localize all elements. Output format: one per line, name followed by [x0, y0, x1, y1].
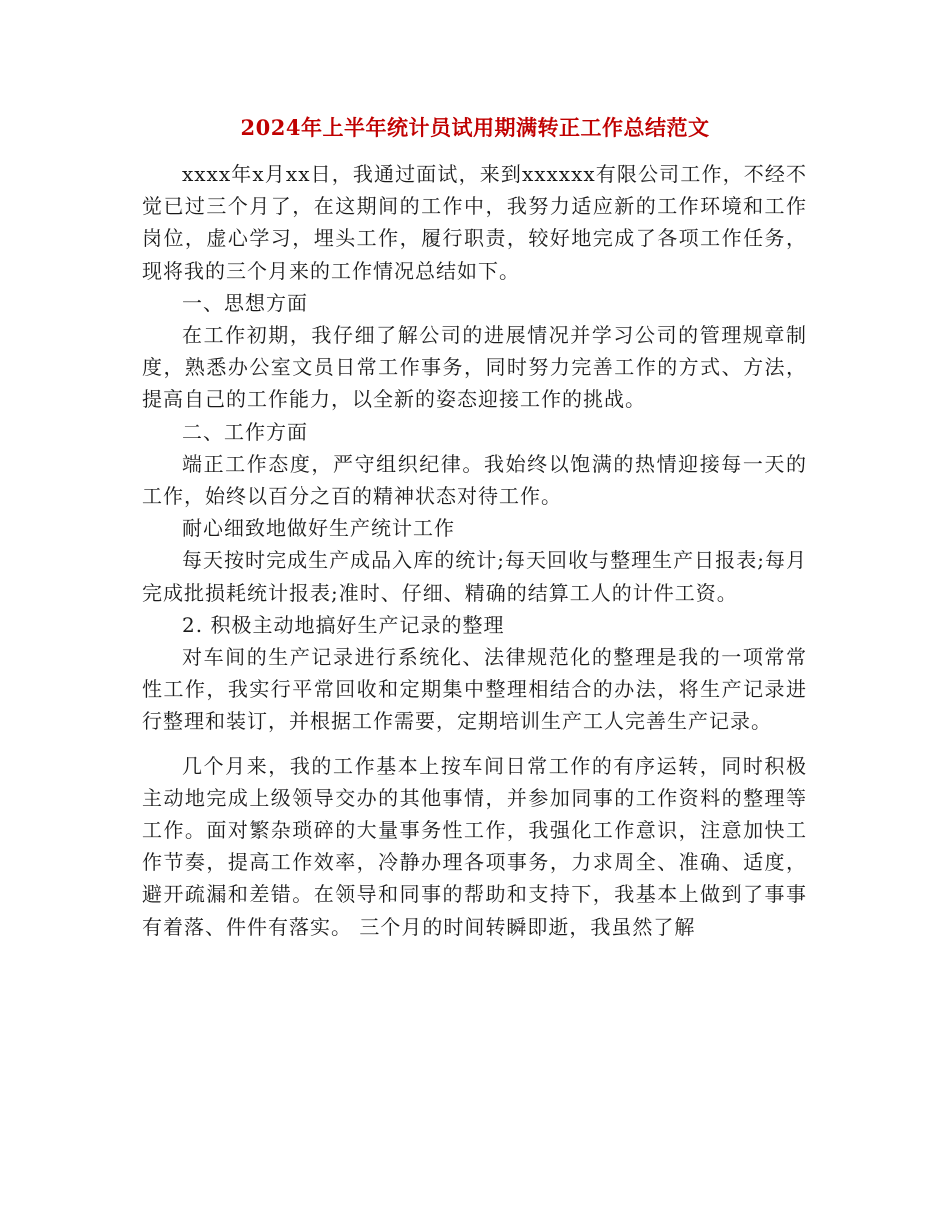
paragraph-records: 对车间的生产记录进行系统化、法律规范化的整理是我的一项常常性工作，我实行平常回收和定期集中整理相结合的办法，将生产记录进行整理和装订，并根据工作需要，定期培训生产工人完善生产记录。 — [142, 645, 807, 734]
heading-work: 二、工作方面 — [182, 419, 308, 444]
paragraph-statistics: 每天按时完成生产成品入库的统计;每天回收与整理生产日报表;每月完成批损耗统计报表;准时、仔细、精确的结算工人的计件工资。 — [142, 548, 807, 605]
document-title: 2024年上半年统计员试用期满转正工作总结范文 — [240, 115, 710, 140]
document-body — [142, 158, 807, 943]
subheading-statistics: 耐心细致地做好生产统计工作 — [182, 516, 455, 541]
paragraph-work-attitude: 端正工作态度，严守组织纪律。我始终以饱满的热情迎接每一天的工作，始终以百分之百的精神状态对待工作。 — [142, 451, 807, 509]
heading-ideology: 一、思想方面 — [182, 290, 308, 315]
paragraph-ideology: 在工作初期，我仔细了解公司的进展情况并学习公司的管理规章制度，熟悉办公室文员日常工作事务，同时努力完善工作的方式、方法，提高自己的工作能力，以全新的姿态迎接工作的挑战。 — [142, 323, 807, 412]
paragraph-intro: xxxx年x月xx日，我通过面试，来到xxxxxx有限公司工作，不经不觉已过三个月了，在这期间的工作中，我努力适应新的工作环境和工作岗位，虚心学习，埋头工作，履行职责，较好地完成了各项工作任务，现将我的三个月来的工作情况总结如下。 — [142, 162, 807, 283]
paragraph-summary: 几个月来，我的工作基本上按车间日常工作的有序运转，同时积极主动地完成上级领导交办的其他事情，并参加同事的工作资料的整理等工作。面对繁杂琐碎的大量事务性工作，我强化工作意识，注意加快工作节奏，提高工作效率，冷静办理各项事务，力求周全、准确、适度，避开疏漏和差错。在领导和同事的帮助和支持下，我基本上做到了事事有着落、件件有落实。 三个月的时间转瞬即逝，我虽然了解 — [142, 753, 807, 939]
subheading-records: 2. 积极主动地搞好生产记录的整理 — [182, 612, 505, 637]
